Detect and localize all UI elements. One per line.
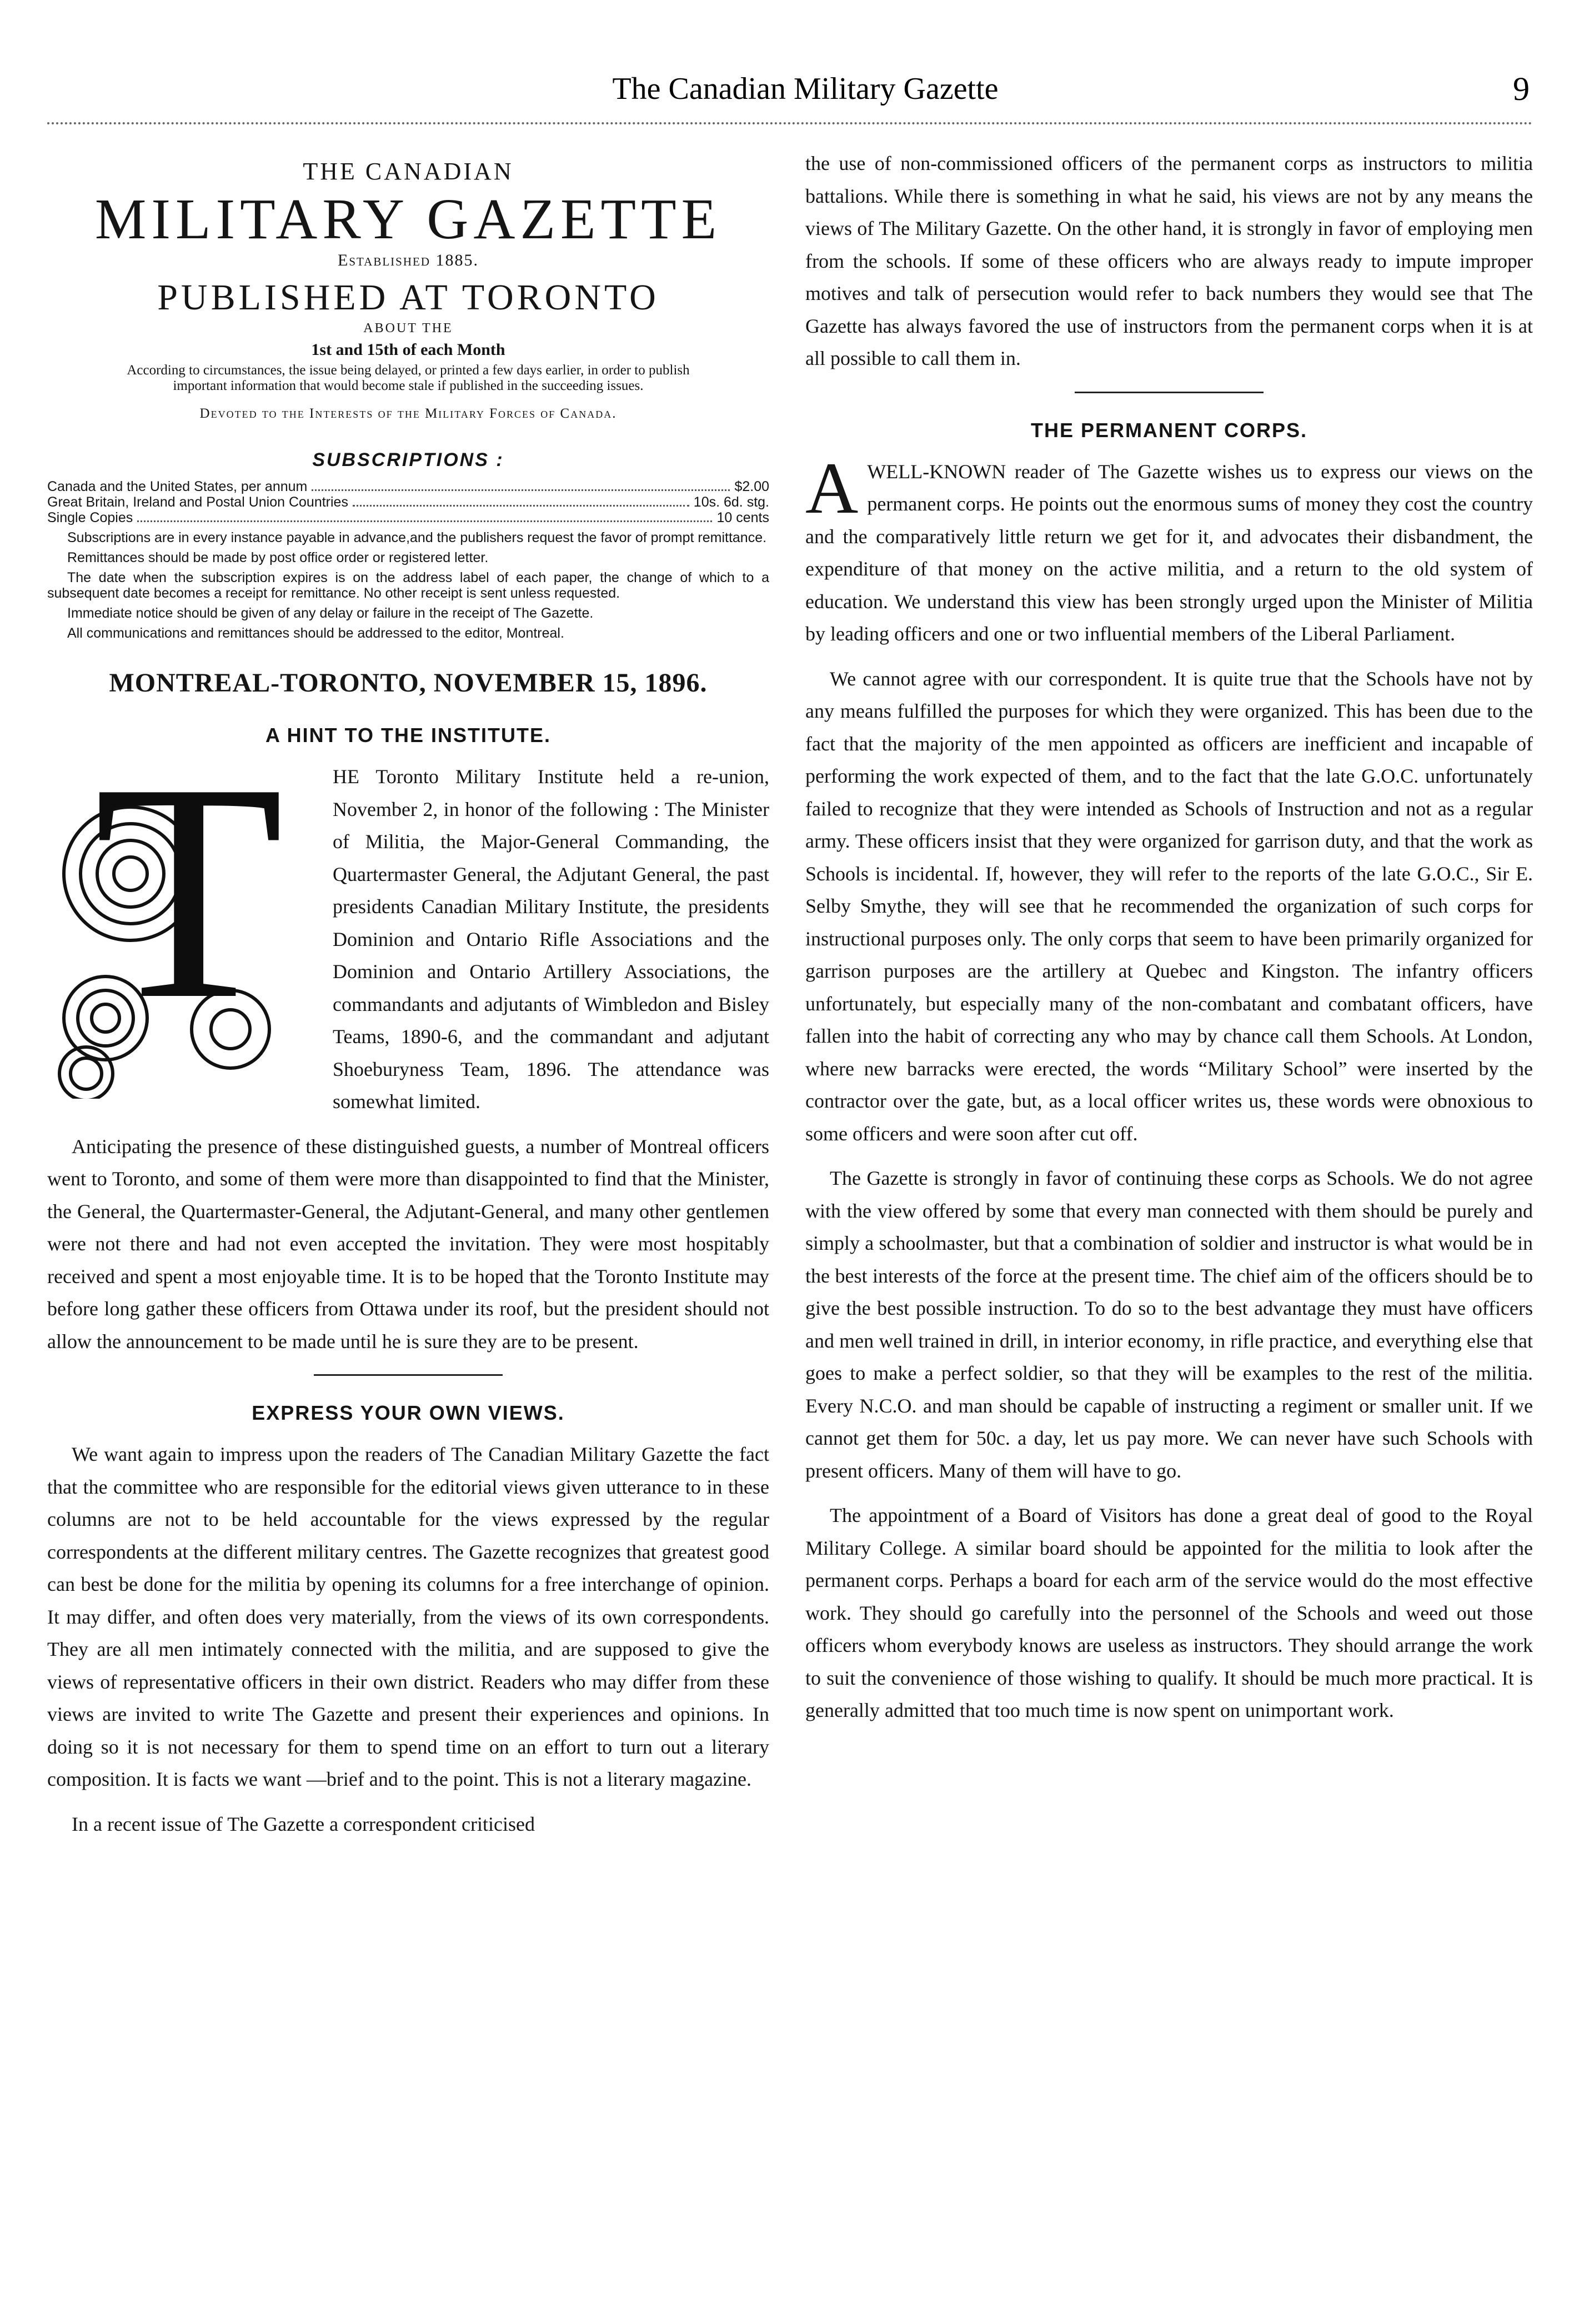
masthead-note: According to circumstances, the issue being delayed, or printed a few days earlier, in order to publish important information that would become stale if published in the succeeding issues. <box>127 363 690 393</box>
rate-row <box>47 494 769 510</box>
rate-price: $2.00 <box>734 479 769 494</box>
running-head <box>0 64 1574 114</box>
running-title: The Canadian Military Gazette <box>612 72 999 106</box>
dateline: MONTREAL-TORONTO, NOVEMBER 15, 1896. <box>109 668 708 698</box>
paragraph: We want again to impress upon the readers of The Canadian Military Gazette the fact that the committee who are responsible for the editorial views given utterance to in these columns are not to be held accountable for the views expressed by the regular correspondents at the different military centres. The Gazette recognizes that greatest good can best be done for the militia by opening its columns for a free interchange of opinion. It may differ, and often does very materially, from the views of its own correspondents. They are all men intimately connected with the militia, and are supposed to give the views of representative officers in their own district. Readers who may differ from these views are invited to write The Gazette and present their experiences and opinions. In doing so it is not necessary for them to spend time on an effort to turn out a literary composition. It is facts we want —brief and to the point. This is not a literary magazine. <box>47 1443 769 1790</box>
paragraph: In a recent issue of The Gazette a correspondent criticised <box>72 1812 535 1835</box>
section-rule <box>1075 392 1264 393</box>
paragraph: Anticipating the presence of these distinguished guests, a number of Montreal officers went to Toronto, and some of them were more than disappointed to find that the Minister, the General, the Quartermaster-General, the Adjutant-General, and many other gentlemen were not there and had not even accepted the invitation. They were most hospitably received and spent a most enjoyable time. It is to be hoped that the Toronto Institute may before long gather these officers from Ottawa under its roof, but the president should not allow the announcement to be made until he is sure they are to be present. <box>47 1135 769 1353</box>
left-column <box>47 147 769 2291</box>
masthead <box>47 157 769 422</box>
dot-leader <box>353 505 689 507</box>
masthead-published: PUBLISHED AT TORONTO <box>157 277 659 318</box>
rate-price: 10s. 6d. stg. <box>693 494 769 510</box>
ornamental-initial-t <box>47 763 319 1099</box>
article-hint <box>47 760 769 1358</box>
paragraph-continued: the use of non-commissioned officers of the permanent corps as instructors to militia battalions. While there is something in what he said, his views are not by any means the views of The Military Gazette. On the other hand, it is strongly in favor of employing men from the schools. If some of these officers who are always ready to impute improper motives and talk of persecution would refer to back numbers they would see that The Gazette has always favored the use of instructors from the permanent corps when it is at all possible to call them in. <box>805 152 1533 369</box>
ornamental-initial-t-art <box>47 763 319 1099</box>
paragraph: The Gazette is strongly in favor of continuing these corps as Schools. We do not agree with the view offered by some that every man connected with them should be purely and simply a schoolmaster, but that a combination of soldier and instructor is what would be in the best interests of the force at the present time. The chief aim of the officers should be to give the best possible instruction. To do so to the best advantage they must have officers and men well trained in drill, in interior economy, in rifle practice, and everything else that goes to make a perfect soldier, so that they will be examples to the rest of the militia. Every N.C.O. and man should be capable of instructing a regiment or smaller unit. If we cannot get them for 50c. a day, let us pay more. We can never have such Schools with present officers. Many of them will have to go. <box>805 1167 1533 1482</box>
subscription-note: Immediate notice should be given of any delay or failure in the receipt of The Gazette. <box>67 605 594 621</box>
subscriptions <box>47 479 769 641</box>
drop-cap-t: T <box>93 763 284 1064</box>
article-title-express: EXPRESS YOUR OWN VIEWS. <box>252 1401 565 1424</box>
masthead-line1: THE CANADIAN <box>303 158 514 185</box>
masthead-title: MILITARY GAZETTE <box>94 187 722 251</box>
paragraph: HE Toronto Military Institute held a re-union, November 2, in honor of the following : The Minister of Militia, the Major-General Commanding, the Quartermaster General, the Adjutant General, the past presidents Canadian Military Institute, the presidents Dominion and Ontario Rifle Associations and the Dominion and Ontario Artillery Associations, the commandants and adjutants of Wimbledon and Bisley Teams, 1890-6, and the commandant and adjutant Shoeburyness Team, 1896. The attendance was somewhat limited. <box>333 765 769 1113</box>
paragraph: We cannot agree with our correspondent. It is quite true that the Schools have not by any means fulfilled the purposes for which they were organized. This has been due to the fact that the majority of the men appointed as officers are inefficient and incapable of performing the work expected of them, and to the fact that the late G.O.C. unfortunately failed to recognize that they were intended as Schools of Instruction and not as a regular army. These officers insist that they were organized for garrison duty, and that the work as Schools is incidental. If, however, they will refer to the reports of the late G.O.C., Sir E. Selby Smythe, they will see that he recommended the organization of such corps for instructional purposes only. The only corps that seem to have been primarily organized for garrison purposes are the artillery at Quebec and Kingston. The infantry officers unfortunately, but especially many of the non-combatant and combatant officers, have fallen into the habit of correcting any who may by chance call them Schools. At London, where new barracks were erected, the words “Military School” were inserted by the contractor over the gate, but, as a local officer writes us, these words were obnoxious to some officers and were soon after cut off. <box>805 667 1533 1145</box>
dot-leader <box>137 520 712 522</box>
subscription-note: Remittances should be made by post office order or registered letter. <box>67 550 489 565</box>
masthead-about: ABOUT THE <box>363 321 453 335</box>
rate-row <box>47 510 769 525</box>
right-column <box>805 147 1533 2291</box>
dot-leader <box>312 489 730 491</box>
subscription-note: Subscriptions are in every instance payable in advance,and the publishers request the favor of prompt remittance. <box>67 530 767 545</box>
masthead-issue-days: 1st and 15th of each Month <box>311 340 505 359</box>
paragraph: The appointment of a Board of Visitors has done a great deal of good to the Royal Military College. A similar board should be appointed for the militia to look after the permanent corps. Perhaps a board for each arm of the service would do the most effective work. They should go carefully into the personnel of the Schools and weed out those officers whom everybody knows are useless as instructors. They should arrange the work to suit the convenience of those wishing to qualify. It should be much more practical. It is generally admitted that too much time is now spent on unimportant work. <box>805 1504 1533 1721</box>
article-title-permanent: THE PERMANENT CORPS. <box>1030 418 1308 442</box>
rate-label: Single Copies <box>47 510 133 525</box>
page-number: 9 <box>1513 71 1530 107</box>
paragraph: WELL-KNOWN reader of The Gazette wishes us to express our views on the permanent corps. He points out the enormous sums of money they cost the country and the comparatively little return we get for it, and advocates their disbandment, the expenditure of that money on the active militia, and a return to the old system of education. We understand this view has been strongly urged upon the Minister of Militia by leading officers and one or two influential members of the Liberal Parliament. <box>805 460 1533 645</box>
section-rule <box>314 1374 503 1376</box>
subscriptions-heading: SUBSCRIPTIONS : <box>312 449 504 470</box>
header-rule <box>47 122 1533 124</box>
subscription-note: All communications and remittances should be addressed to the editor, Montreal. <box>67 625 564 641</box>
rate-row <box>47 479 769 494</box>
masthead-devoted: Devoted to the Interests of the Military Forces of Canada. <box>199 406 617 421</box>
drop-cap-a: A <box>805 447 859 529</box>
article-title-hint: A HINT TO THE INSTITUTE. <box>265 724 551 747</box>
masthead-established: Established 1885. <box>338 251 479 269</box>
subscription-note: The date when the subscription expires is on the address label of each paper, the change of which to a subsequent date becomes a receipt for remittance. No other receipt is sent unless requested. <box>47 570 769 601</box>
rate-label: Great Britain, Ireland and Postal Union Countries <box>47 494 348 510</box>
rate-label: Canada and the United States, per annum <box>47 479 308 494</box>
rate-price: 10 cents <box>716 510 769 525</box>
